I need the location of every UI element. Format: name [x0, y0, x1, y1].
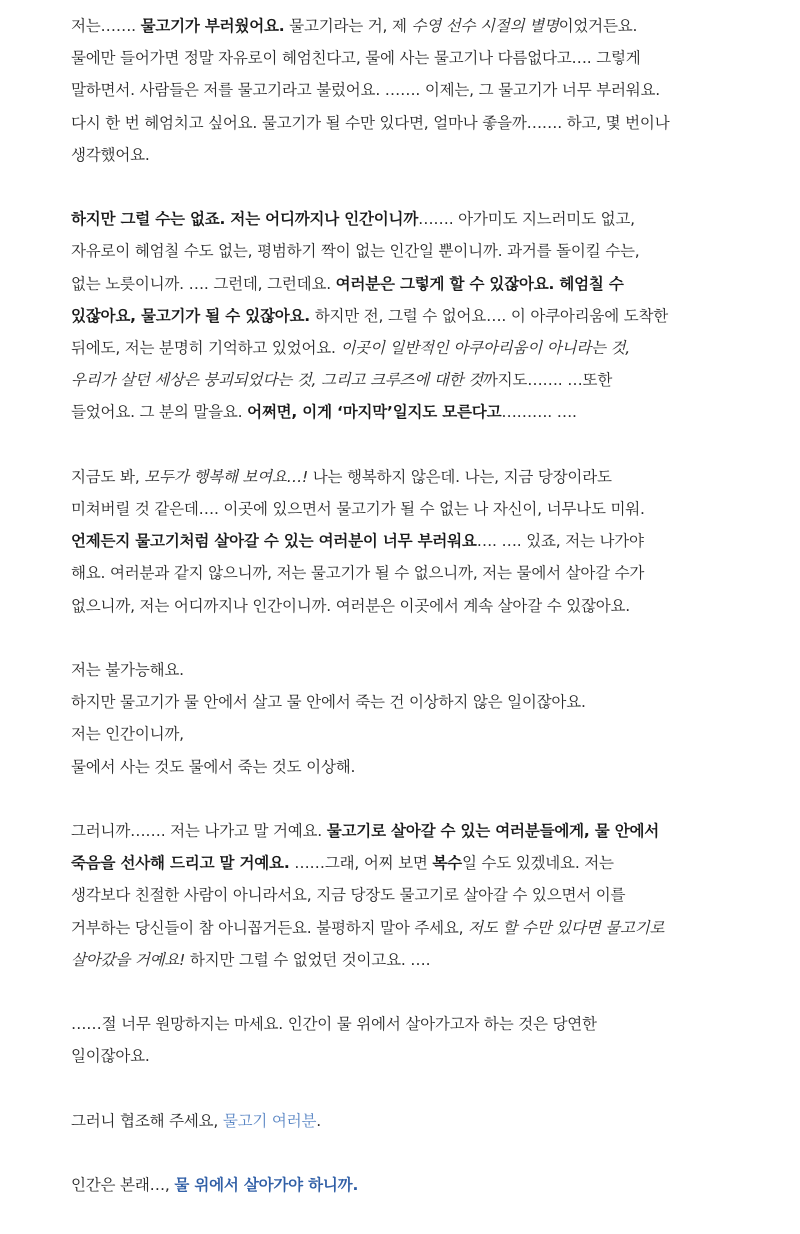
text-segment: 하지만 그럴 수 없었던 것이고요. …. — [185, 950, 431, 969]
text-segment: 일 수도 있겠네요. 저는 — [461, 854, 614, 873]
bold-text: 여러분은 그렇게 할 수 있잖아요. 헤엄칠 수 — [335, 274, 624, 293]
text-line — [71, 815, 731, 847]
text-segment: 뒤에도, 저는 분명히 기억하고 있었어요. — [71, 339, 341, 358]
text-line — [71, 847, 731, 879]
text-line — [71, 686, 731, 718]
text-line — [71, 107, 731, 139]
text-segment: 물고기라는 거, 제 — [284, 17, 412, 35]
text-line — [71, 268, 731, 300]
text-line — [71, 1105, 731, 1137]
text-line — [71, 203, 731, 235]
text-line — [71, 396, 731, 428]
text-line — [71, 139, 731, 171]
text-line — [71, 235, 731, 267]
text-line — [71, 364, 731, 396]
text-line — [71, 525, 731, 557]
text-line — [71, 879, 731, 911]
text-line — [71, 42, 731, 74]
paragraph — [71, 461, 731, 622]
text-segment: 생각보다 친절한 사람이 아니라서요, 지금 당장도 물고기로 살아갈 수 있으면서 이를 — [71, 886, 626, 905]
text-segment: 다시 한 번 헤엄치고 싶어요. 물고기가 될 수만 있다면, 얼마나 좋을까……. 하고, 몇 번이나 — [71, 113, 670, 132]
text-line — [71, 332, 731, 364]
bold-text: 물고기가 부러웠어요. — [140, 17, 285, 35]
text-line — [71, 461, 731, 493]
text-segment: 물에만 들어가면 정말 자유로이 헤엄친다고, 물에 사는 물고기나 다름없다고…. 그렇게 — [71, 49, 641, 68]
story-text — [71, 10, 731, 1234]
paragraph — [71, 654, 731, 783]
bold-text: 있잖아요, 물고기가 될 수 있잖아요. — [71, 306, 310, 325]
italic-text: 우리가 살던 세상은 붕괴되었다는 것, 그리고 크루즈에 대한 것 — [71, 371, 483, 390]
bold-text: 하지만 그럴 수는 없죠. 저는 어디까지나 인간이니까 — [71, 210, 419, 229]
text-segment: ……절 너무 원망하지는 마세요. 인간이 물 위에서 살아가고자 하는 것은 당연한 — [71, 1015, 597, 1034]
text-segment: 저는……. — [71, 17, 141, 35]
text-line — [71, 1169, 731, 1201]
text-segment: 이었거든요. — [558, 17, 638, 35]
text-line — [71, 912, 731, 944]
text-segment: ……. 아가미도 지느러미도 없고, — [418, 210, 635, 229]
text-segment: 자유로이 헤엄칠 수도 없는, 평범하기 짝이 없는 인간일 뿐이니까. 과거를 돌이킬 수는, — [71, 242, 640, 261]
text-segment: . — [316, 1111, 321, 1130]
italic-text: 이곳이 일반적인 아쿠아리움이 아니라는 것, — [340, 339, 631, 358]
text-segment: 하지만 물고기가 물 안에서 살고 물 안에서 죽는 건 이상하지 않은 일이잖아요. — [71, 693, 586, 712]
bold-text: 언제든지 물고기처럼 살아갈 수 있는 여러분이 너무 부러워요 — [71, 532, 477, 551]
text-segment: 생각했어요. — [71, 145, 150, 164]
text-segment: 인간은 본래…, — [71, 1176, 175, 1195]
text-line — [71, 654, 731, 686]
text-segment: …. …. 있죠, 저는 나가야 — [476, 532, 644, 551]
text-segment: 들었어요. 그 분의 말을요. — [71, 403, 248, 422]
text-segment: 거부하는 당신들이 참 아니꼽거든요. 불평하지 말아 주세요, — [71, 918, 469, 937]
text-segment: 없으니까, 저는 어디까지나 인간이니까. 여러분은 이곳에서 계속 살아갈 수 있잖아요. — [71, 596, 631, 615]
text-segment: ……그래, 어찌 보면 — [289, 854, 433, 873]
paragraph — [71, 203, 731, 428]
text-segment: 나는 행복하지 않은데. 나는, 지금 당장이라도 — [308, 467, 612, 486]
italic-text: 저도 할 수만 있다면 물고기로 — [468, 918, 665, 937]
italic-text: 수영 선수 시절의 별명 — [411, 17, 559, 35]
paragraph — [71, 1169, 731, 1201]
italic-text: 모두가 행복해 보여요…! — [144, 467, 309, 486]
text-segment: 해요. 여러분과 같지 않으니까, 저는 물고기가 될 수 없으니까, 저는 물에서 살아갈 수가 — [71, 564, 645, 583]
text-line — [71, 944, 731, 976]
italic-text: 살아갔을 거예요! — [71, 950, 186, 969]
bold-text: 어쩌면, 이게 ‘마지막’일지도 모른다고 — [247, 403, 502, 422]
text-line — [71, 557, 731, 589]
bold-text: 물고기로 살아갈 수 있는 여러분들에게, 물 안에서 — [326, 822, 660, 841]
highlight-text: 물고기 여러분 — [222, 1111, 317, 1130]
highlight-text: 물 위에서 살아가야 하니까. — [174, 1176, 359, 1195]
text-segment: 그러니까……. 저는 나가고 말 거예요. — [71, 822, 327, 841]
text-line — [71, 718, 731, 750]
paragraph — [71, 1105, 731, 1137]
paragraph — [71, 815, 731, 976]
paragraph — [71, 1008, 731, 1072]
text-line — [71, 1040, 731, 1072]
text-segment: 하지만 전, 그럴 수 없어요…. 이 아쿠아리움에 도착한 — [309, 306, 669, 325]
text-segment: 까지도……. …또한 — [482, 371, 613, 390]
text-line — [71, 493, 731, 525]
text-segment: 저는 인간이니까, — [71, 725, 184, 744]
bold-text: 죽음을 선사해 드리고 말 거예요. — [71, 854, 290, 873]
text-segment: 그러니 협조해 주세요, — [71, 1111, 223, 1130]
text-line — [71, 10, 731, 42]
text-segment: 물에서 사는 것도 물에서 죽는 것도 이상해. — [71, 757, 356, 776]
text-segment: 일이잖아요. — [71, 1047, 150, 1066]
text-segment: 없는 노릇이니까. …. 그런데, 그런데요. — [71, 274, 336, 293]
text-segment: 저는 불가능해요. — [71, 661, 184, 680]
text-segment: 미쳐버릴 것 같은데…. 이곳에 있으면서 물고기가 될 수 없는 나 자신이, 너무나도 미워. — [71, 500, 645, 519]
text-segment: 지금도 봐, — [71, 467, 145, 486]
bold-text: 복수 — [432, 854, 462, 873]
text-line — [71, 1008, 731, 1040]
text-segment: 말하면서. 사람들은 저를 물고기라고 불렀어요. ……. 이제는, 그 물고기가 너무 부러워요. — [71, 81, 661, 100]
paragraph — [71, 10, 731, 171]
text-segment: ………. …. — [501, 403, 577, 422]
text-line — [71, 751, 731, 783]
text-line — [71, 300, 731, 332]
text-line — [71, 74, 731, 106]
text-line — [71, 590, 731, 622]
